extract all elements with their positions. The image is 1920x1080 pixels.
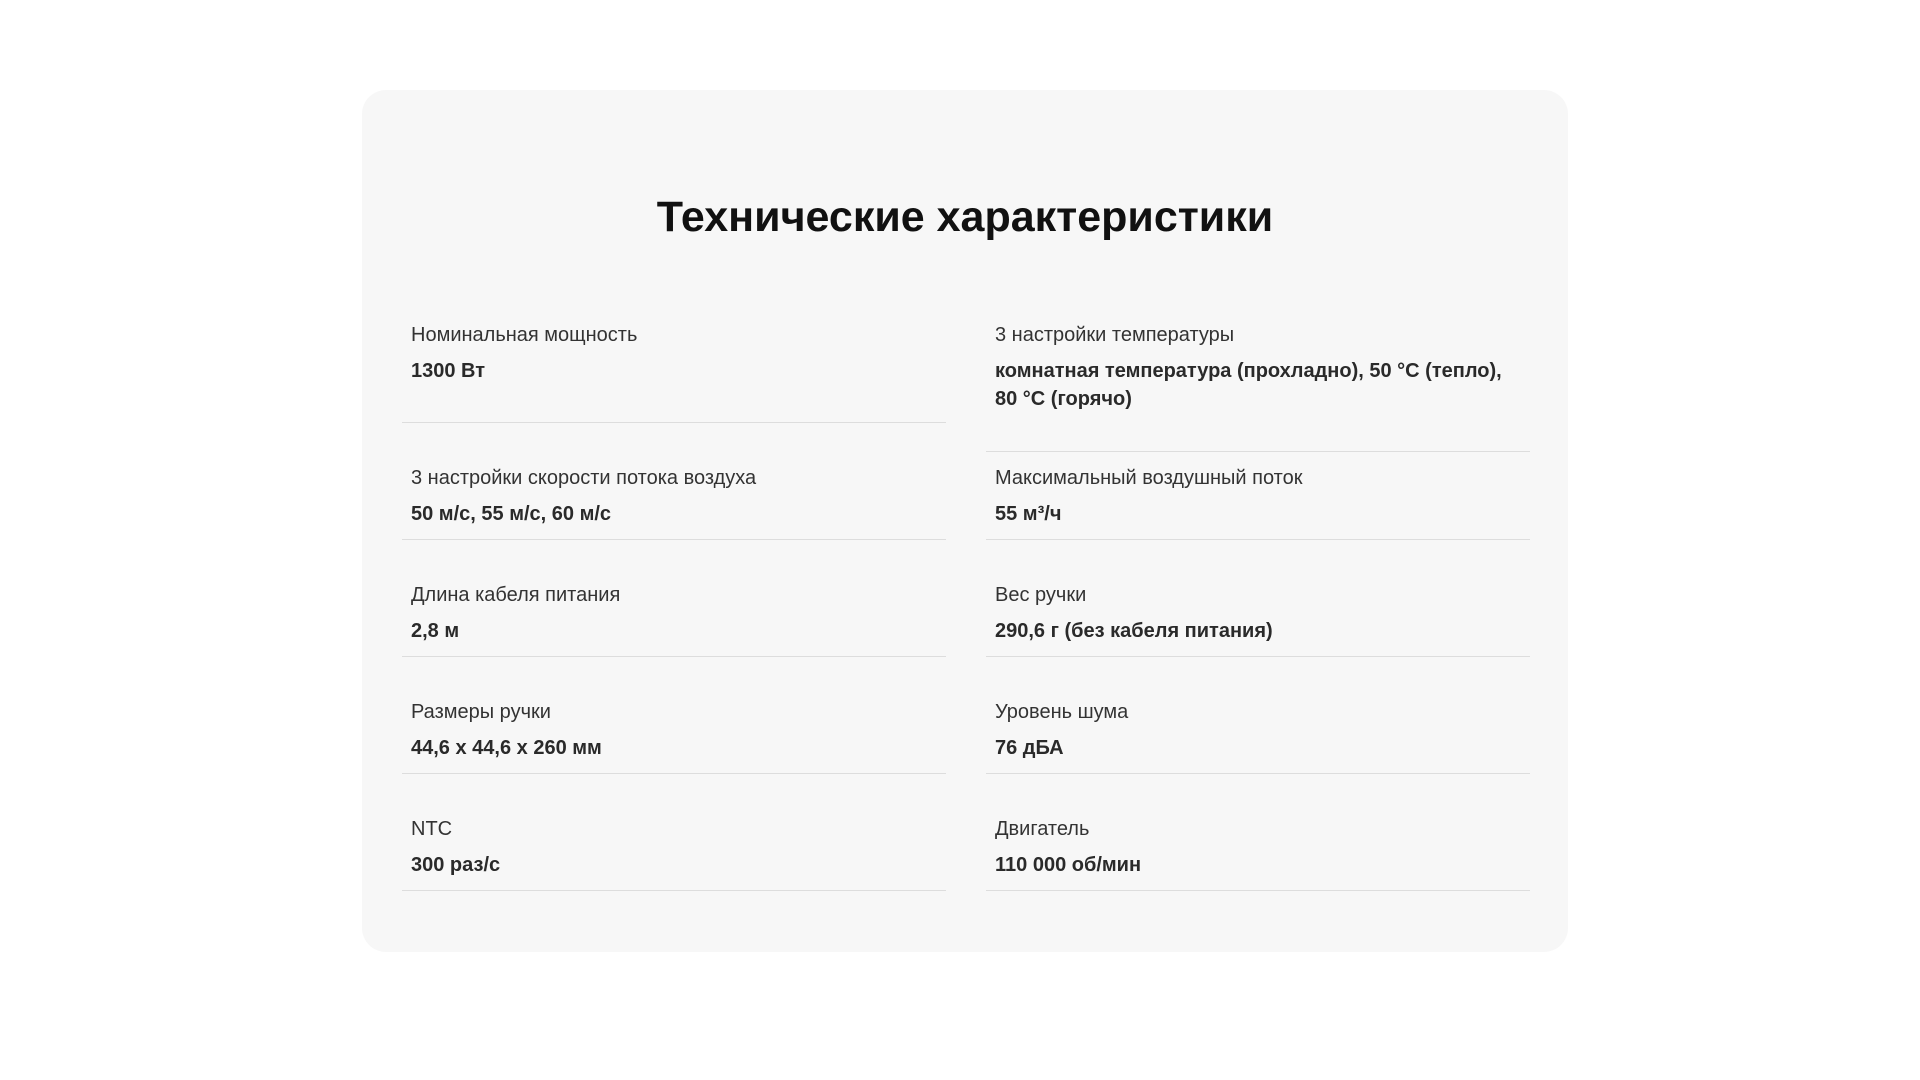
spec-label: Размеры ручки [411,701,551,723]
spec-ntc [402,774,946,891]
spec-label: Длина кабеля питания [411,584,621,606]
spec-noise-level [986,657,1530,774]
spec-value: 290,6 г (без кабеля питания) [995,620,1273,642]
spec-cable-length [402,540,946,657]
spec-handle-weight [986,540,1530,657]
spec-value: 1300 Вт [411,360,486,382]
spec-label: Двигатель [995,818,1090,840]
spec-value: 110 000 об/мин [995,854,1142,876]
spec-label: Уровень шума [995,701,1129,723]
spec-motor [986,774,1530,891]
specs-column-right [986,307,1530,891]
spec-value: 300 раз/с [411,854,501,876]
spec-label: NTC [411,818,453,840]
spec-rated-power [402,307,946,423]
spec-label: Вес ручки [995,584,1087,606]
spec-value: 55 м³/ч [995,503,1062,525]
spec-label: Номинальная мощность [411,324,638,346]
spec-airflow-speed [402,423,946,540]
page-title: Технические характеристики [656,193,1274,241]
spec-max-airflow [986,452,1530,540]
spec-value: 50 м/с, 55 м/с, 60 м/с [411,503,612,525]
spec-label: Максимальный воздушный поток [995,467,1303,489]
specs-column-left [402,307,946,891]
specs-card [362,90,1568,952]
spec-handle-dimensions [402,657,946,774]
spec-value: комнатная температура (прохладно), 50 °C (тепло), 80 °C (горячо) [995,360,1502,410]
spec-label: 3 настройки температуры [995,324,1235,346]
spec-value: 76 дБА [995,737,1064,759]
spec-label: 3 настройки скорости потока воздуха [411,467,757,489]
spec-value: 2,8 м [411,620,460,642]
spec-value: 44,6 x 44,6 x 260 мм [411,737,602,759]
spec-temperature-settings [986,307,1530,452]
